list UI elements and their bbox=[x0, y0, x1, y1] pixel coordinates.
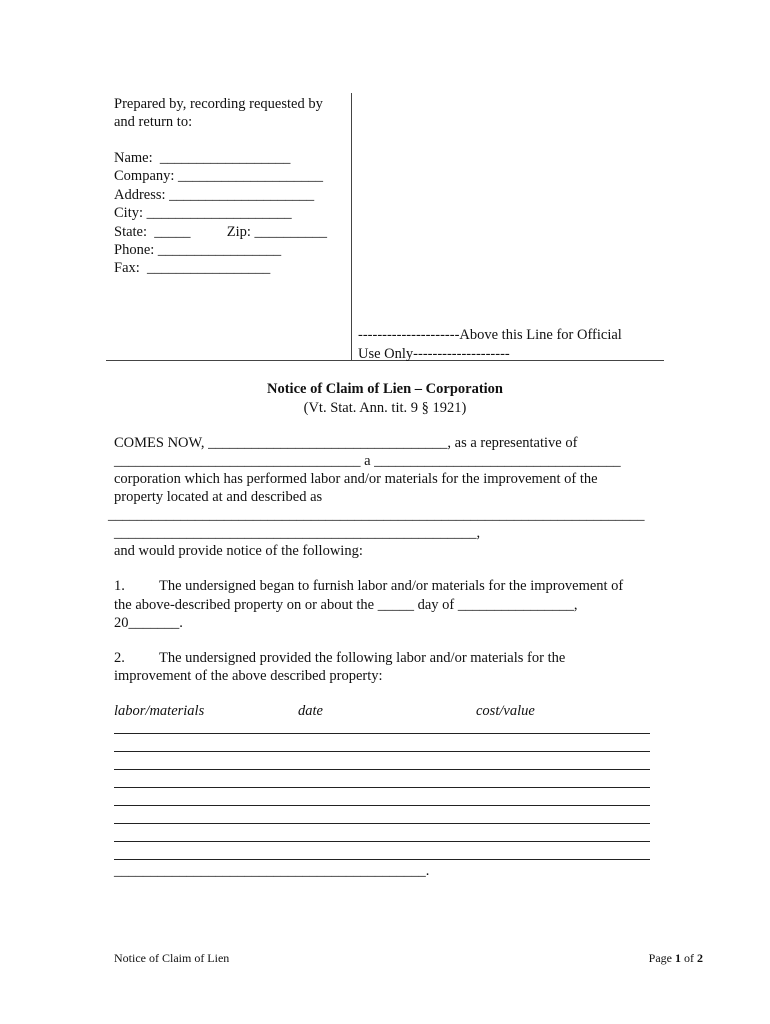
item-2-line2: improvement of the above described property: bbox=[114, 668, 383, 684]
company-field: Company: ____________________ bbox=[114, 168, 324, 184]
page-current: 1 bbox=[675, 951, 681, 965]
page-number bbox=[649, 949, 703, 967]
intro-line2: __________________________________ a __________________________________ bbox=[114, 453, 621, 469]
return-to-heading: and return to: bbox=[114, 114, 193, 130]
phone-field: Phone: _________________ bbox=[114, 242, 282, 258]
state-zip-field: State: _____ Zip: __________ bbox=[114, 224, 328, 240]
item-2-number: 2. bbox=[114, 650, 125, 666]
document-title: Notice of Claim of Lien – Corporation bbox=[267, 381, 503, 397]
cost-value-header: cost/value bbox=[476, 703, 535, 719]
page-prefix: Page bbox=[648, 951, 675, 965]
entry-line bbox=[114, 769, 650, 770]
intro-line4: property located at and described as bbox=[114, 489, 323, 505]
name-field: Name: __________________ bbox=[114, 150, 291, 166]
page-of: of bbox=[681, 951, 697, 965]
statute-citation: (Vt. Stat. Ann. tit. 9 § 1921) bbox=[303, 400, 467, 416]
official-use-line1: ---------------------Above this Line for Official bbox=[358, 327, 622, 343]
property-description-line2: __________________________________________________, bbox=[114, 525, 481, 541]
item-1-number: 1. bbox=[114, 578, 125, 594]
item-1-line3: 20_______. bbox=[114, 615, 183, 631]
footer-title: Notice of Claim of Lien bbox=[114, 951, 230, 965]
official-use-line2: Use Only-------------------- bbox=[358, 346, 510, 362]
page-total: 2 bbox=[697, 951, 703, 965]
fax-field: Fax: _________________ bbox=[114, 260, 271, 276]
entry-line bbox=[114, 805, 650, 806]
address-field: Address: ____________________ bbox=[114, 187, 315, 203]
entry-line bbox=[114, 823, 650, 824]
item-1-line1: The undersigned began to furnish labor and/or materials for the improvement of bbox=[159, 578, 624, 594]
labor-materials-header: labor/materials bbox=[114, 703, 205, 719]
intro-line7: and would provide notice of the following: bbox=[114, 543, 363, 559]
vertical-divider bbox=[351, 93, 352, 361]
date-header: date bbox=[298, 703, 323, 719]
entry-line bbox=[114, 841, 650, 842]
prepared-by-heading: Prepared by, recording requested by bbox=[114, 96, 323, 112]
entry-line bbox=[114, 751, 650, 752]
entry-line bbox=[114, 787, 650, 788]
item-1-line2: the above-described property on or about the _____ day of ________________, bbox=[114, 597, 578, 613]
item-2-line1: The undersigned provided the following labor and/or materials for the bbox=[159, 650, 566, 666]
intro-line3: corporation which has performed labor and/or materials for the improvement of the bbox=[114, 471, 598, 487]
entry-line bbox=[114, 733, 650, 734]
city-field: City: ____________________ bbox=[114, 205, 292, 221]
intro-line1: COMES NOW, _________________________________, as a representative of bbox=[114, 435, 578, 451]
closing-entry-line: ___________________________________________. bbox=[114, 863, 430, 879]
entry-line bbox=[114, 859, 650, 860]
property-description-line1: __________________________________________________________________________ bbox=[108, 507, 645, 523]
